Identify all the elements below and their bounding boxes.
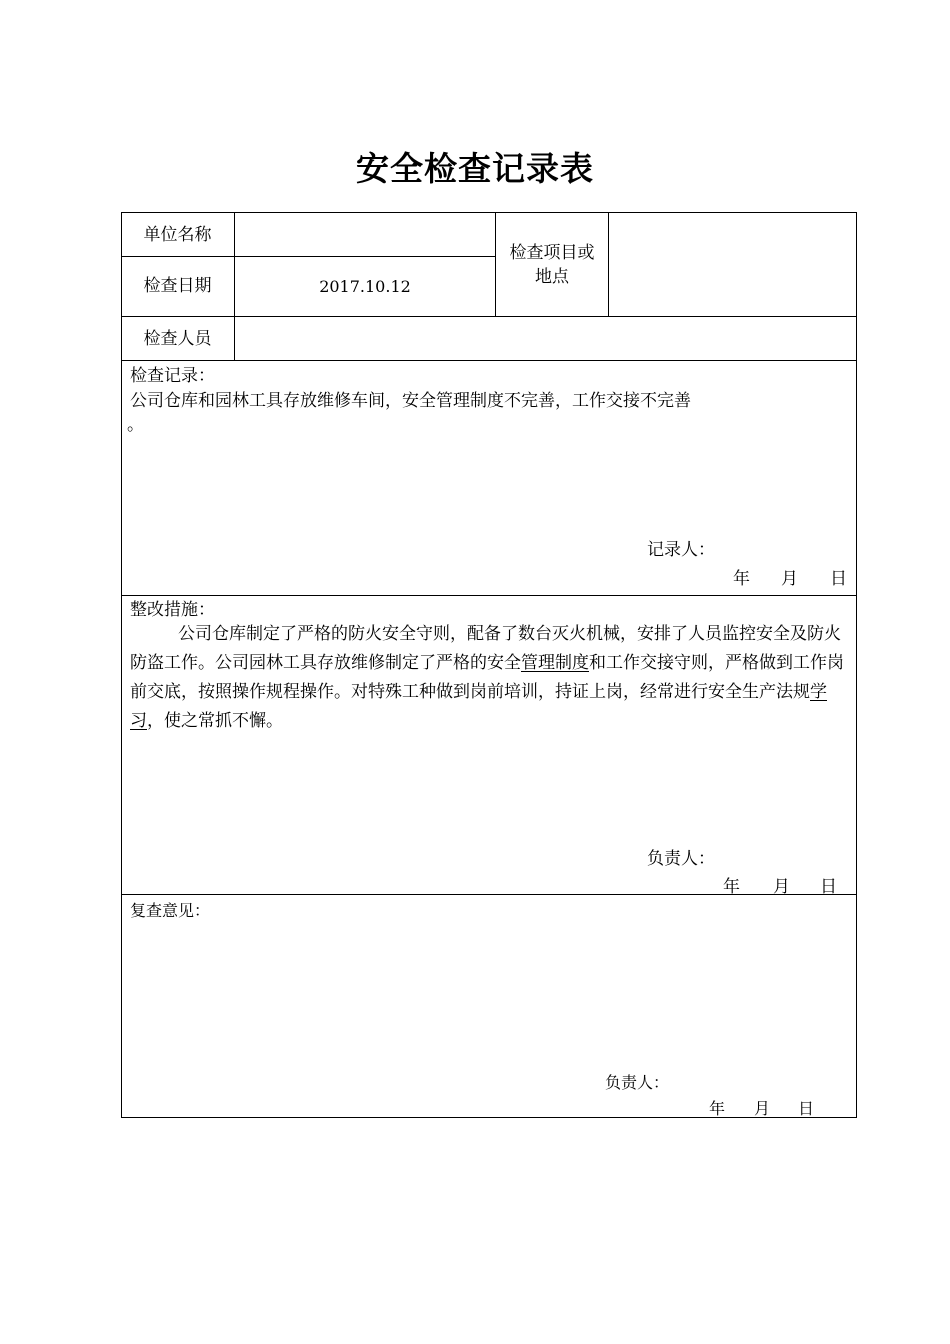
recorder-label: 记录人：	[647, 540, 715, 560]
record-text-line2: 。	[127, 415, 144, 435]
measures-day: 日	[820, 877, 837, 897]
review-year: 年	[709, 1099, 726, 1118]
measures-year: 年	[723, 877, 740, 897]
measures-seg1: 公司仓库制定了严格的防火安全守则，配备了数台灭火机械，安排了人员监控安全及防火防盗工作。公司园林工具存放维修制定了严格的安全	[130, 624, 841, 673]
measures-seg5: ，使之常抓不懈。	[147, 711, 283, 731]
row-divider	[121, 256, 495, 257]
row-divider	[121, 316, 857, 317]
row-divider	[121, 894, 857, 895]
measures-underlined-study: 学习	[130, 682, 827, 731]
measures-heading: 整改措施：	[130, 600, 215, 620]
inspector-value[interactable]	[235, 327, 855, 351]
check-date-label: 检查日期	[143, 276, 212, 296]
record-day: 日	[830, 569, 847, 589]
inspector-label: 检查人员	[143, 329, 212, 349]
measures-seg3: 和工作交接守则，严格做到工作岗前交底，按照操作规程操作。对特殊工种做到岗前培训，持证上岗，经常进行安全生产法规	[130, 653, 844, 702]
review-responsible-label: 负责人：	[605, 1073, 670, 1092]
review-heading: 复查意见：	[130, 901, 211, 920]
unit-name-value[interactable]	[235, 223, 495, 247]
review-month: 月	[754, 1099, 771, 1118]
record-text-line1: 公司仓库和园林工具存放维修车间，安全管理制度不完善，工作交接不完善	[130, 391, 691, 411]
measures-month: 月	[773, 877, 790, 897]
check-item-label-line2: 地点	[535, 267, 569, 287]
check-item-value[interactable]	[609, 223, 855, 247]
check-item-label	[496, 241, 608, 289]
measures-underlined-management-rules: 管理制度	[521, 653, 589, 673]
page-title: 安全检查记录表	[356, 149, 594, 188]
measures-paragraph	[130, 620, 852, 736]
record-heading: 检查记录：	[130, 366, 215, 386]
row-divider	[121, 360, 857, 361]
record-year: 年	[733, 569, 750, 589]
record-month: 月	[781, 569, 798, 589]
unit-name-label: 单位名称	[143, 225, 212, 245]
review-day: 日	[798, 1099, 815, 1118]
check-date-value[interactable]: 2017.10.12	[319, 277, 411, 296]
measures-responsible-label: 负责人：	[647, 849, 715, 869]
row-divider	[121, 595, 857, 596]
check-item-label-line1: 检查项目或	[509, 243, 595, 263]
